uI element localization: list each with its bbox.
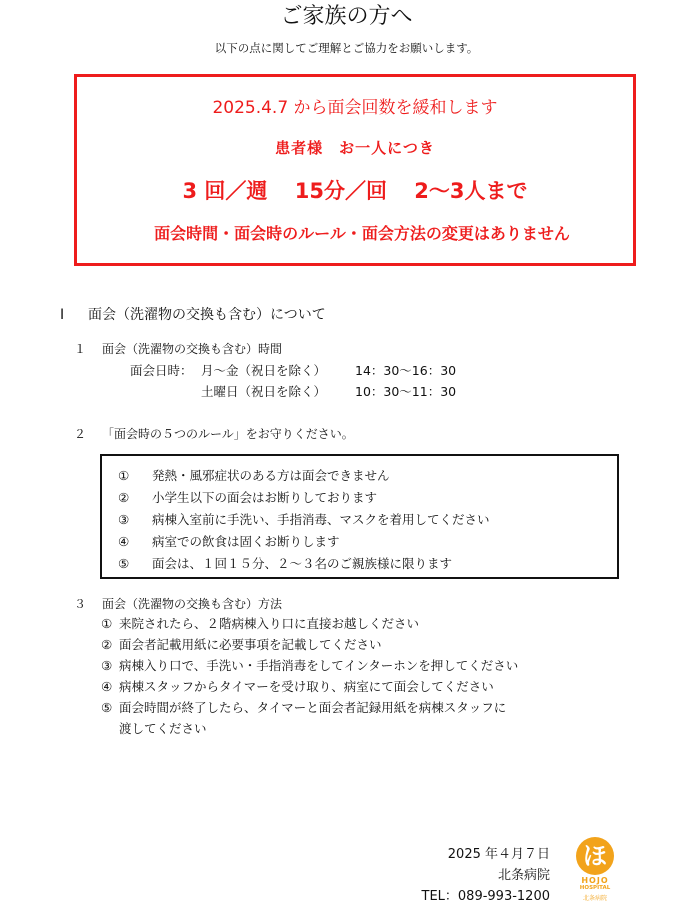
logo-text-jp: 北条病院	[582, 895, 607, 902]
footer-tel: TEL：089-993-1200	[421, 889, 550, 904]
notice-box	[74, 74, 636, 266]
item-number: ２	[74, 427, 87, 441]
footer-date: 2025 年４月７日	[447, 847, 550, 862]
logo-text-hospital: HOSPITAL	[579, 885, 611, 891]
rule-text: 発熱・風邪症状のある方は面会できません	[152, 468, 390, 483]
rule-item	[118, 554, 452, 572]
step-text: 病棟入り口で、手洗い・手指消毒をしてインターホンを押してください	[119, 658, 519, 673]
rule-item	[118, 510, 490, 528]
rules-box	[100, 454, 619, 579]
notice-limit-weekly: 3 回／週	[182, 179, 268, 203]
rule-mark: ①	[118, 468, 130, 483]
step-mark: ④	[101, 679, 113, 694]
page-subtitle: 以下の点に関してご理解とご協力をお願いします。	[214, 41, 479, 55]
item-number: １	[74, 342, 87, 356]
step-text: 来院されたら、２階病棟入り口に直接お越しください	[119, 616, 420, 631]
notice-limits	[77, 175, 633, 205]
schedule-weekday-label: 月～金（祝日を除く）	[201, 363, 327, 378]
item-title: 面会（洗濯物の交換も含む）方法	[102, 597, 283, 611]
logo-glyph: ほ	[583, 842, 607, 870]
footer-hospital-name: 北条病院	[497, 868, 550, 883]
section-heading-text: 面会（洗濯物の交換も含む）について	[88, 307, 326, 323]
rule-item	[118, 488, 377, 506]
item-visiting-hours	[74, 340, 282, 357]
step-text: 病棟スタッフからタイマーを受け取り、病室にて面会してください	[119, 679, 494, 694]
rule-item	[118, 532, 340, 550]
page-title: ご家族の方へ	[280, 4, 413, 29]
rule-text: 病室での飲食は固くお断りします	[152, 534, 340, 549]
rule-mark: ⑤	[118, 556, 130, 571]
rule-text: 小学生以下の面会はお断りしております	[152, 490, 378, 505]
step-mark: ②	[101, 637, 113, 652]
notice-relaxation-line: 2025.4.7 から面会回数を緩和します	[212, 98, 498, 118]
rule-mark: ③	[118, 512, 130, 527]
step-item	[101, 698, 506, 718]
schedule-saturday-label: 土曜日（祝日を除く）	[201, 384, 327, 399]
step-text: 面会者記載用紙に必要事項を記載してください	[119, 637, 382, 652]
step-mark: ⑤	[101, 700, 113, 715]
rule-item	[118, 466, 390, 484]
logo-text-hojo: HOJO	[581, 876, 609, 885]
rule-text: 病棟入室前に手洗い、手指消毒、マスクを着用してください	[152, 512, 490, 527]
notice-per-patient: 患者様 お一人につき	[275, 139, 435, 157]
rule-mark: ④	[118, 534, 130, 549]
step-item	[101, 656, 518, 676]
section-numeral: Ⅰ	[60, 307, 65, 323]
item-rules	[74, 425, 354, 442]
step-mark: ①	[101, 616, 113, 631]
schedule-weekday-time: 14：30～16：30	[355, 363, 457, 378]
step-continuation: 渡してください	[119, 721, 207, 736]
step-item	[101, 614, 419, 634]
notice-no-change: 面会時間・面会時のルール・面会方法の変更はありません	[154, 224, 570, 243]
item-title: 「面会時の５つのルール」をお守りください。	[102, 427, 354, 441]
step-item	[101, 677, 494, 697]
rule-text: 面会は、１回１５分、２～３名のご親族様に限ります	[152, 556, 453, 571]
rule-mark: ②	[118, 490, 130, 505]
step-mark: ③	[101, 658, 113, 673]
item-number: ３	[74, 597, 87, 611]
schedule-saturday-time: 10：30～11：30	[355, 384, 457, 399]
section-heading	[60, 304, 326, 324]
step-text: 面会時間が終了したら、タイマーと面会者記録用紙を病棟スタッフに	[119, 700, 507, 715]
schedule-label: 面会日時：	[130, 363, 193, 378]
notice-limit-duration: 15分／回	[294, 179, 387, 203]
item-visiting-method	[74, 595, 282, 612]
step-item	[101, 635, 382, 655]
item-title: 面会（洗濯物の交換も含む）時間	[102, 342, 283, 356]
notice-limit-people: 2～3人まで	[414, 179, 528, 203]
hospital-logo-icon	[575, 836, 615, 876]
